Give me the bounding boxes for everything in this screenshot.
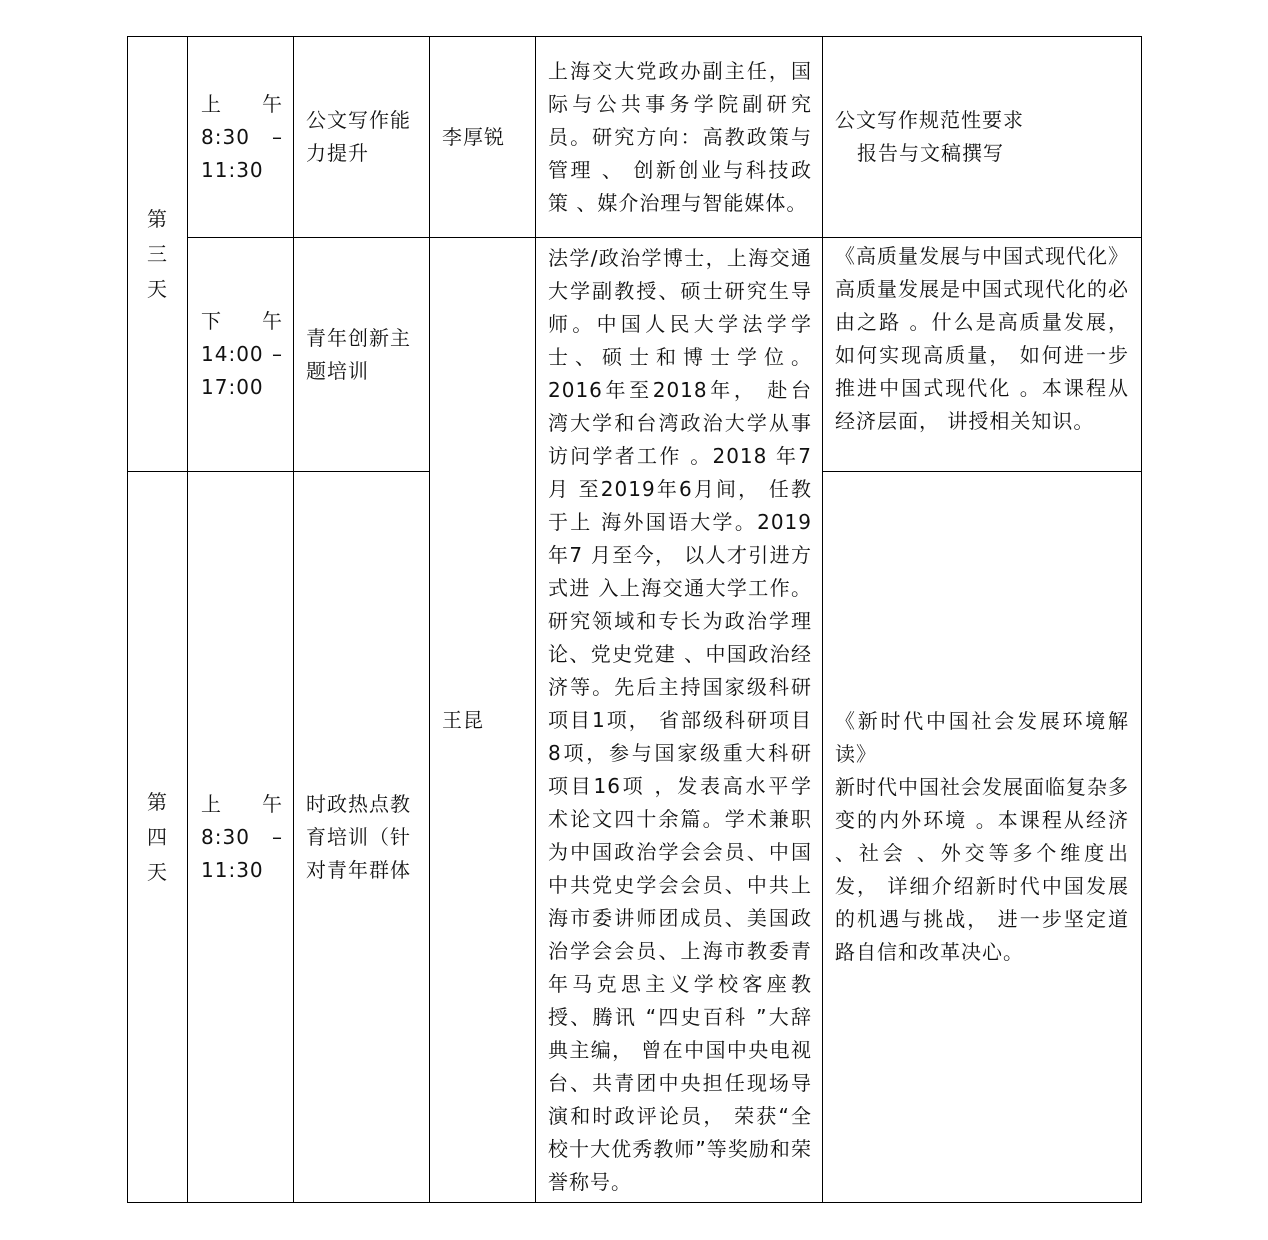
end-time: 17:00 xyxy=(201,375,264,399)
period-label: 午 xyxy=(262,91,283,116)
topic-cell: 时政热点教育培训（针对青年群体 xyxy=(294,472,430,1203)
day-cell xyxy=(128,37,188,472)
teacher-cell: 王昆 xyxy=(430,238,536,1203)
day-cell xyxy=(128,472,188,1203)
day-char: 三 xyxy=(147,241,168,266)
start-time: 8:30 xyxy=(201,124,250,149)
period-label: 下 xyxy=(201,309,222,333)
start-time: 14:00 xyxy=(201,342,264,366)
start-time: 8:30 xyxy=(201,824,250,849)
topic-cell: 公文写作能力提升 xyxy=(294,37,430,238)
period-label: 午 xyxy=(262,309,283,333)
time-cell xyxy=(188,238,294,472)
day-char: 第 xyxy=(147,206,168,231)
course-body: 新时代中国社会发展面临复杂多变的内外环境 。本课程从经济 、社会 、外交等多个维度出发， 详细介绍新时代中国发展的机遇与挑战， 进一步坚定道路自信和改革决心。 xyxy=(835,775,1129,964)
topic-cell: 青年创新主题培训 xyxy=(294,238,430,472)
end-time: 11:30 xyxy=(201,857,264,882)
teacher-cell: 李厚锐 xyxy=(430,37,536,238)
time-cell xyxy=(188,472,294,1203)
time-dash: – xyxy=(272,824,283,849)
course-cell xyxy=(823,472,1142,1203)
course-cell xyxy=(823,37,1142,238)
course-cell: 《高质量发展与中国式现代化》 高质量发展是中国式现代化的必由之路 。什么是高质量发展， 如何实现高质量， 如何进一步推进中国式现代化 。本课程从经济层面， 讲授相关知识。 xyxy=(823,238,1142,472)
time-cell xyxy=(188,37,294,238)
course-line: 报告与文稿撰写 xyxy=(857,141,1004,165)
course-title: 《新时代中国社会发展环境解读》 xyxy=(835,709,1129,766)
day-char: 天 xyxy=(147,859,168,884)
course-line: 公文写作规范性要求 xyxy=(835,108,1024,132)
period-label: 上 xyxy=(201,791,222,816)
time-dash: – xyxy=(272,342,283,366)
day-char: 四 xyxy=(147,824,168,849)
end-time: 11:30 xyxy=(201,157,264,182)
bio-cell: 法学/政治学博士，上海交通大学副教授、硕士研究生导师。中国人民大学法学学士、硕士和博士学位。2016年至2018年， 赴台湾大学和台湾政治大学从事访问学者工作 。2018 年7月 至2019年6月间， 任教于上 海外国语大学。2019年7 月至今， 以人才引进方式进 入上海交通大学工作。研究领域和专长为政治学理论、党史党建 、中国政治经济等。先后主持国家级科研项目1项， 省部级科研项目 8项，参与国家级重大科研项目16项 ，发表高水平学术论文四十余篇。学术兼职为中国政治学会会员、中国中共党史学会会员、中共上海市委讲师团成员、美国政治学会会员、上海市教委青年马克思主义学校客座教授、腾讯 “四史百科 ”大辞典主编， 曾在中国中央电视台、共青团中央担任现场导演和时政评论员， 荣获“全校十大优秀教师”等奖励和荣誉称号。 xyxy=(536,238,823,1203)
bio-cell: 上海交大党政办副主任，国际与公共事务学院副研究员。研究方向：高教政策与管理 、 创新创业与科技政策 、媒介治理与智能媒体。 xyxy=(536,37,823,238)
day-char: 第 xyxy=(147,789,168,814)
table-row xyxy=(128,37,1142,238)
period-label: 午 xyxy=(262,791,283,816)
day-char: 天 xyxy=(147,276,168,301)
period-label: 上 xyxy=(201,91,222,116)
schedule-table xyxy=(127,36,1142,1203)
table-row xyxy=(128,238,1142,472)
time-dash: – xyxy=(272,124,283,149)
